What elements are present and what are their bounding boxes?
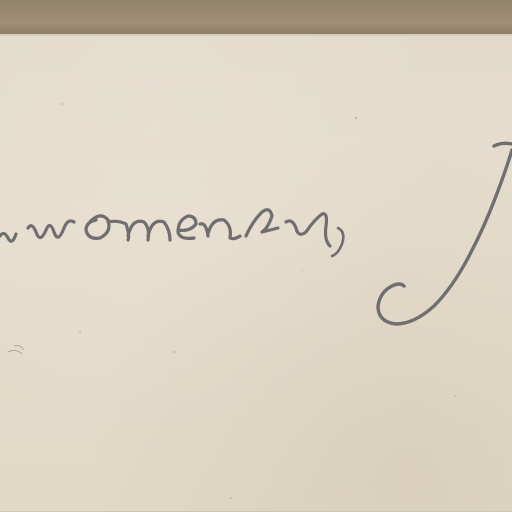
handwritten-word-women	[0, 210, 343, 256]
handwritten-letter-j	[378, 143, 512, 324]
paper-specks	[61, 103, 456, 499]
pencil-tick-mark	[8, 346, 24, 355]
